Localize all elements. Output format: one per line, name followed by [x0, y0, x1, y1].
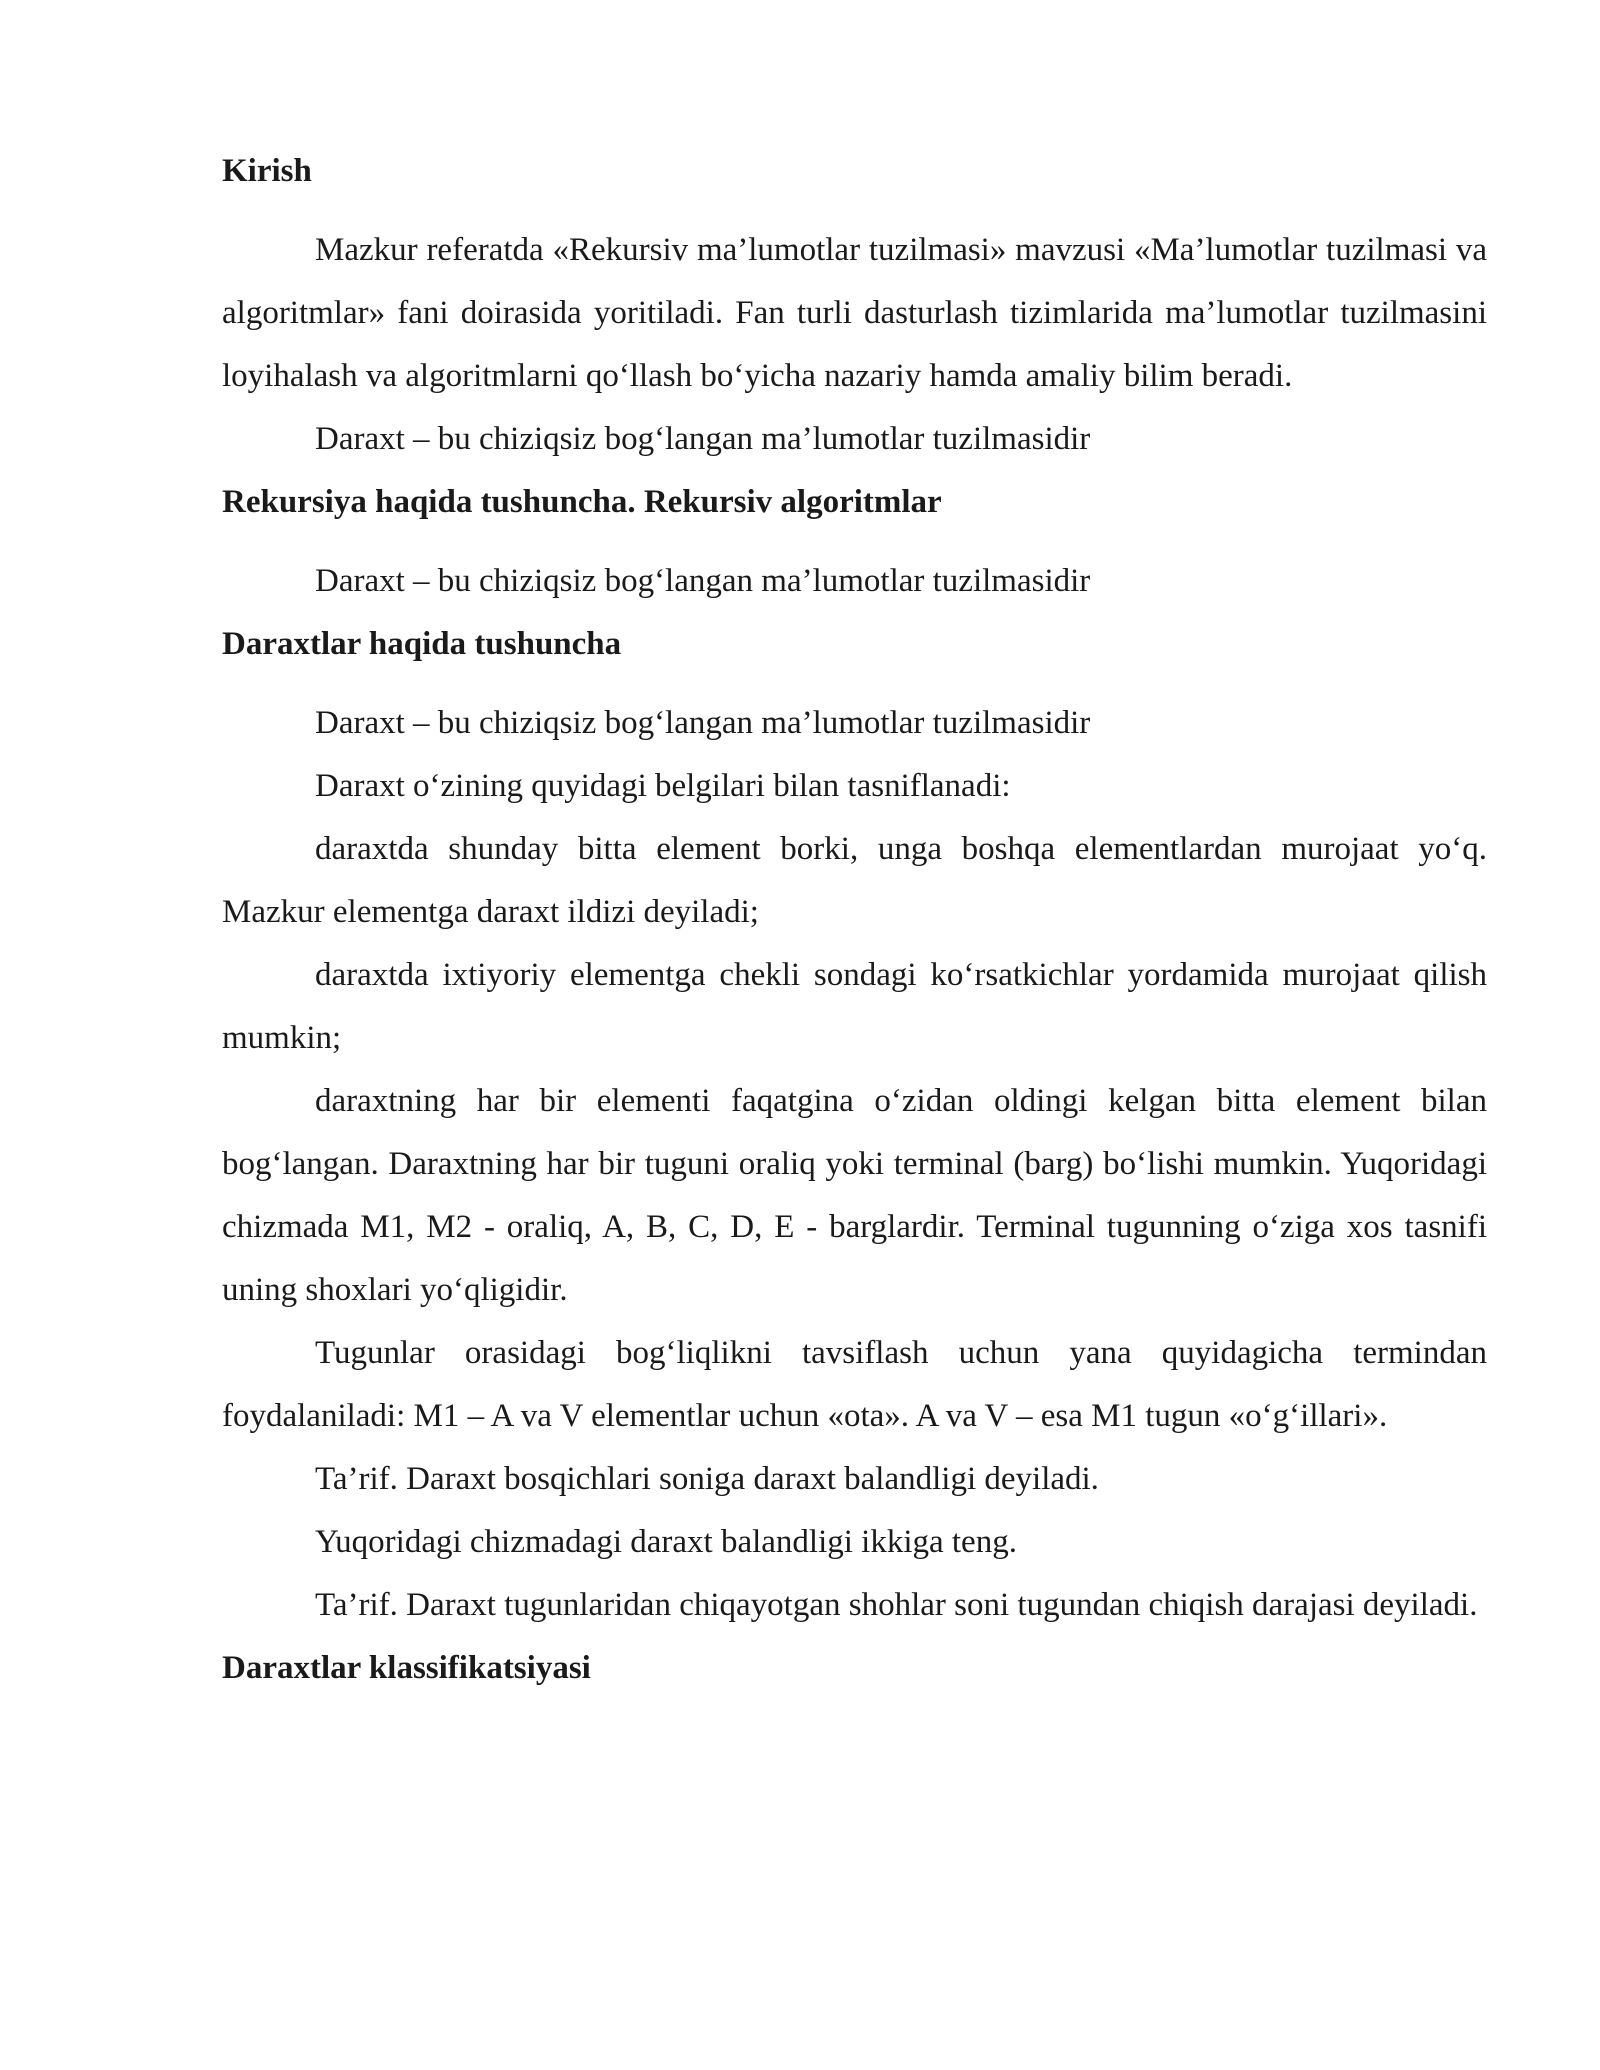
section-heading-kirish: Kirish [222, 153, 312, 189]
paragraph-tree-nodes: daraxtning har bir elementi faqatgina o‘zidan oldingi kelgan bitta element bilan bog‘langan. Daraxtning har bir tuguni oraliq yoki terminal (barg) bo‘lishi mumkin. Yuqoridagi chizmada M1, M2 - oraliq, A, B, C, D, E - barglardir. Terminal tugunning o‘ziga xos tasnifi uning shoxlari yo‘qligidir. [222, 1083, 1487, 1308]
paragraph-tree-properties: Daraxt o‘zining quyidagi belgilari bilan tasniflanadi: [315, 768, 1011, 804]
paragraph-tree-definition: Daraxt – bu chiziqsiz bog‘langan ma’lumotlar tuzilmasidir [315, 705, 1091, 741]
paragraph-tree-access: daraxtda ixtiyoriy elementga chekli sondagi ko‘rsatkichlar yordamida murojaat qilish mumkin; [222, 957, 1487, 1056]
paragraph-tree-definition: Daraxt – bu chiziqsiz bog‘langan ma’lumotlar tuzilmasidir [315, 563, 1091, 599]
paragraph-node-relations: Tugunlar orasidagi bog‘liqlikni tavsiflash uchun yana quyidagicha termindan foydalaniladi: M1 – A va V elementlar uchun «ota». A va V – esa M1 tugun «o‘g‘illari». [222, 1335, 1487, 1434]
paragraph-intro: Mazkur referatda «Rekursiv ma’lumotlar tuzilmasi» mavzusi «Ma’lumotlar tuzilmasi va algoritmlar» fani doirasida yoritiladi. Fan turli dasturlash tizimlarida ma’lumotlar tuzilmasini loyihalash va algoritmlarni qo‘llash bo‘yicha nazariy hamda amaliy bilim beradi. [222, 232, 1487, 394]
paragraph-tree-definition: Daraxt – bu chiziqsiz bog‘langan ma’lumotlar tuzilmasidir [315, 421, 1091, 457]
paragraph-tree-height-definition: Ta’rif. Daraxt bosqichlari soniga daraxt balandligi deyiladi. [315, 1461, 1099, 1497]
paragraph-tree-root: daraxtda shunday bitta element borki, unga boshqa elementlardan murojaat yo‘q. Mazkur elementga daraxt ildizi deyiladi; [222, 831, 1487, 930]
document-page [222, 140, 1487, 1700]
section-heading-recursion: Rekursiya haqida tushuncha. Rekursiv algoritmlar [222, 484, 942, 520]
paragraph-tree-height-value: Yuqoridagi chizmadagi daraxt balandligi ikkiga teng. [315, 1524, 1017, 1560]
paragraph-out-degree-definition: Ta’rif. Daraxt tugunlaridan chiqayotgan shohlar soni tugundan chiqish darajasi deyiladi. [315, 1587, 1478, 1623]
section-heading-classification: Daraxtlar klassifikatsiyasi [222, 1650, 591, 1686]
section-heading-trees: Daraxtlar haqida tushuncha [222, 626, 622, 662]
